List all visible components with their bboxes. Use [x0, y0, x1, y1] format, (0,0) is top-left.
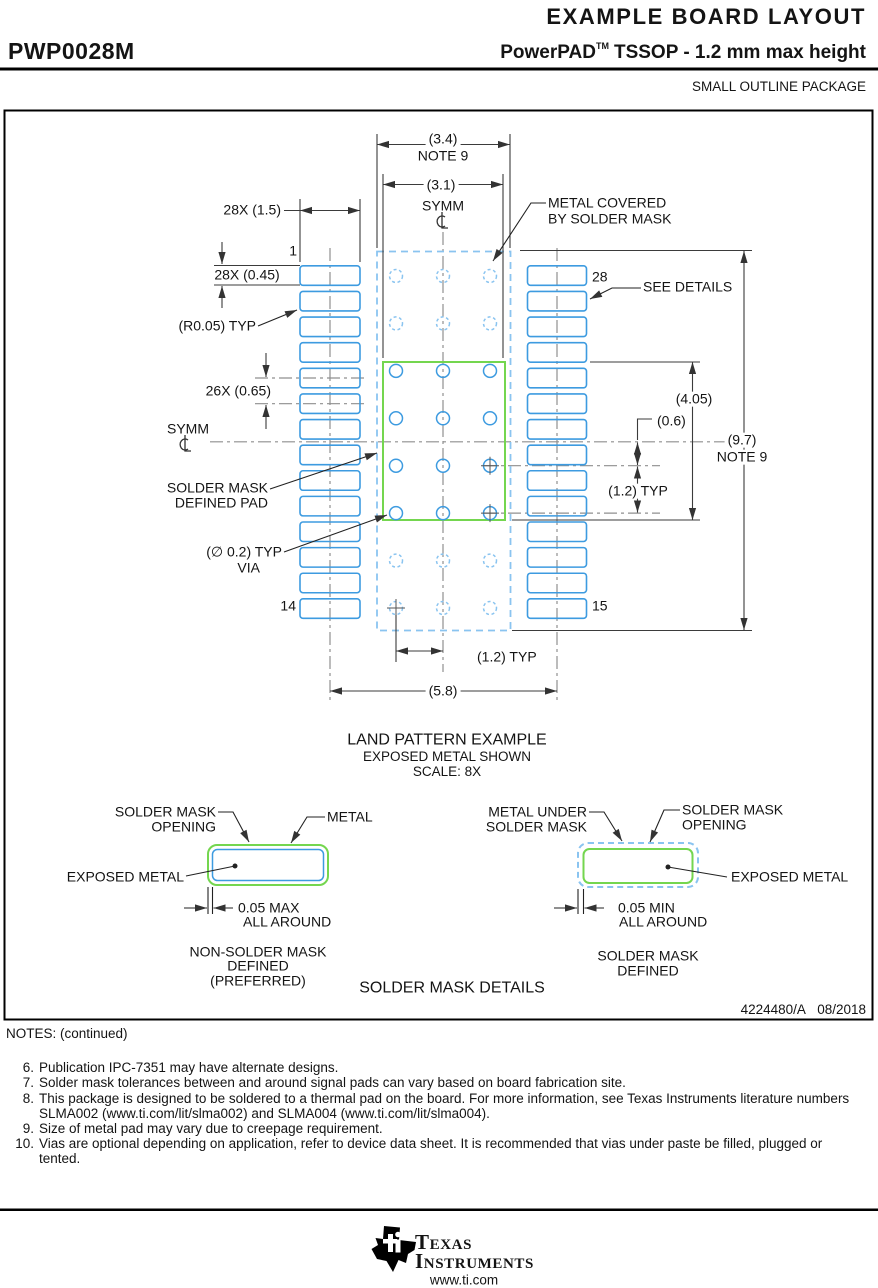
via-word-label: VIA: [237, 559, 260, 576]
package-type: SMALL OUTLINE PACKAGE: [691, 79, 866, 94]
dim-pad-length: 28X (1.5): [223, 201, 281, 218]
nsmd-caption1: NON-SOLDER MASK: [189, 943, 327, 960]
centerline-icon: [437, 212, 448, 228]
nsmd-opening-label: OPENING: [151, 818, 216, 835]
solder-mask-defined-pad-label: SOLDER MASK: [166, 479, 268, 496]
smd-exposed-metal-label: EXPOSED METAL: [731, 868, 849, 885]
pin14-label: 14: [280, 597, 296, 614]
notes-heading: NOTES: (continued): [6, 1026, 128, 1041]
dim-via-diameter: (∅ 0.2) TYP: [206, 543, 282, 560]
drawing-caption-sub1: EXPOSED METAL SHOWN: [362, 748, 532, 764]
dim-pad-radius: (R0.05) TYP: [178, 317, 256, 334]
note-item: 6. Publication IPC-7351 may have alternate designs.: [22, 1060, 339, 1076]
drawing-caption-sub2: SCALE: 8X: [412, 763, 482, 779]
dim-pad-width: 28X (0.45): [214, 266, 280, 283]
see-details-label: SEE DETAILS: [643, 278, 733, 295]
solder-mask-defined-pad-label2: DEFINED PAD: [174, 494, 268, 511]
notes-section: [6, 1026, 868, 1167]
dim-width-outer: (3.4): [426, 132, 461, 147]
dim-pad-span: (5.8): [426, 684, 461, 699]
dim-via-pitch-vertical: (1.2) TYP: [605, 484, 671, 499]
nsmd-exposed-metal-label: EXPOSED METAL: [66, 868, 184, 885]
note-item: 7. Solder mask tolerances between and around signal pads can vary based on board fabrication site.: [22, 1075, 626, 1091]
dim-via-pitch-horizontal: (1.2) TYP: [477, 648, 537, 665]
ti-url-link[interactable]: www.ti.com: [429, 1272, 499, 1288]
package-desc: TSSOP - 1.2 mm max height: [613, 42, 866, 63]
note-item: 10. Vias are optional depending on application, refer to device data sheet. It is recommended that vias under paste be filled, plugged or tented.: [15, 1136, 823, 1167]
smd-metal-under-label2: SOLDER MASK: [485, 818, 587, 835]
metal-covered-label: METAL COVERED: [548, 194, 667, 211]
brand-name-line2: INSTRUMENTS: [415, 1249, 534, 1273]
package-subtitle: [500, 42, 866, 64]
nsmd-caption3: (PREFERRED): [210, 972, 306, 989]
smd-caption2: DEFINED: [617, 962, 679, 979]
note-item: 8. This package is designed to be soldered to a thermal pad on the board. For more information, see Texas Instruments literature numbers SLMA002 (www.ti.com/lit/slma002) and SLMA004 (www.ti.com/lit/slma004).: [22, 1090, 850, 1121]
footer-rule: [0, 1209, 878, 1212]
symm-label-top: SYMM: [422, 197, 464, 214]
smd-caption1: SOLDER MASK: [597, 947, 699, 964]
note-item: 9. Size of metal pad may vary due to creepage requirement.: [22, 1121, 383, 1137]
nsmd-solder-mask-label: SOLDER MASK: [114, 803, 216, 820]
pin15-label: 15: [592, 597, 608, 614]
doc-number: 4224480/A 08/2018: [740, 1001, 866, 1017]
part-number: PWP0028M: [8, 38, 135, 64]
package-family: PowerPAD: [500, 42, 596, 63]
smd-dim-label: 0.05 MIN: [618, 899, 675, 916]
dim-width-inner: (3.1): [424, 178, 459, 193]
smd-solder-mask-label: SOLDER MASK: [682, 801, 784, 818]
smd-opening-label: OPENING: [682, 816, 747, 833]
smd-metal-under-label: METAL UNDER: [488, 803, 587, 820]
nsmd-dim-label: 0.05 MAX: [238, 899, 300, 916]
dim-total-height: (9.7): [725, 433, 760, 448]
nsmd-all-around-label: ALL AROUND: [243, 913, 332, 930]
dim-width-outer-note: NOTE 9: [415, 149, 472, 164]
solder-mask-details-title: SOLDER MASK DETAILS: [359, 979, 545, 997]
pin1-label: 1: [289, 242, 297, 259]
drawing-caption-title: LAND PATTERN EXAMPLE: [347, 731, 547, 749]
trademark-symbol: TM: [595, 40, 609, 51]
dim-via-offset: (0.6): [657, 412, 686, 429]
brand-name-line1: TEXAS: [415, 1230, 473, 1254]
dim-pad-pitch: 26X (0.65): [205, 382, 271, 399]
pin28-label: 28: [592, 268, 608, 285]
metal-covered-label2: BY SOLDER MASK: [548, 210, 672, 227]
ti-logo-icon: [372, 1226, 417, 1272]
smd-all-around-label: ALL AROUND: [619, 913, 708, 930]
centerline-icon: [180, 435, 191, 451]
symm-label-left: SYMM: [167, 420, 209, 437]
thermal-pad-outline: [383, 362, 505, 520]
nsmd-caption2: DEFINED: [227, 957, 289, 974]
page-title: EXAMPLE BOARD LAYOUT: [546, 4, 866, 29]
solder-mask-outline: [377, 252, 511, 631]
dim-total-height-note: NOTE 9: [714, 450, 771, 465]
nsmd-metal-label: METAL: [327, 808, 373, 825]
dim-thermal-height: (4.05): [673, 392, 716, 407]
header-rule: [0, 68, 878, 71]
